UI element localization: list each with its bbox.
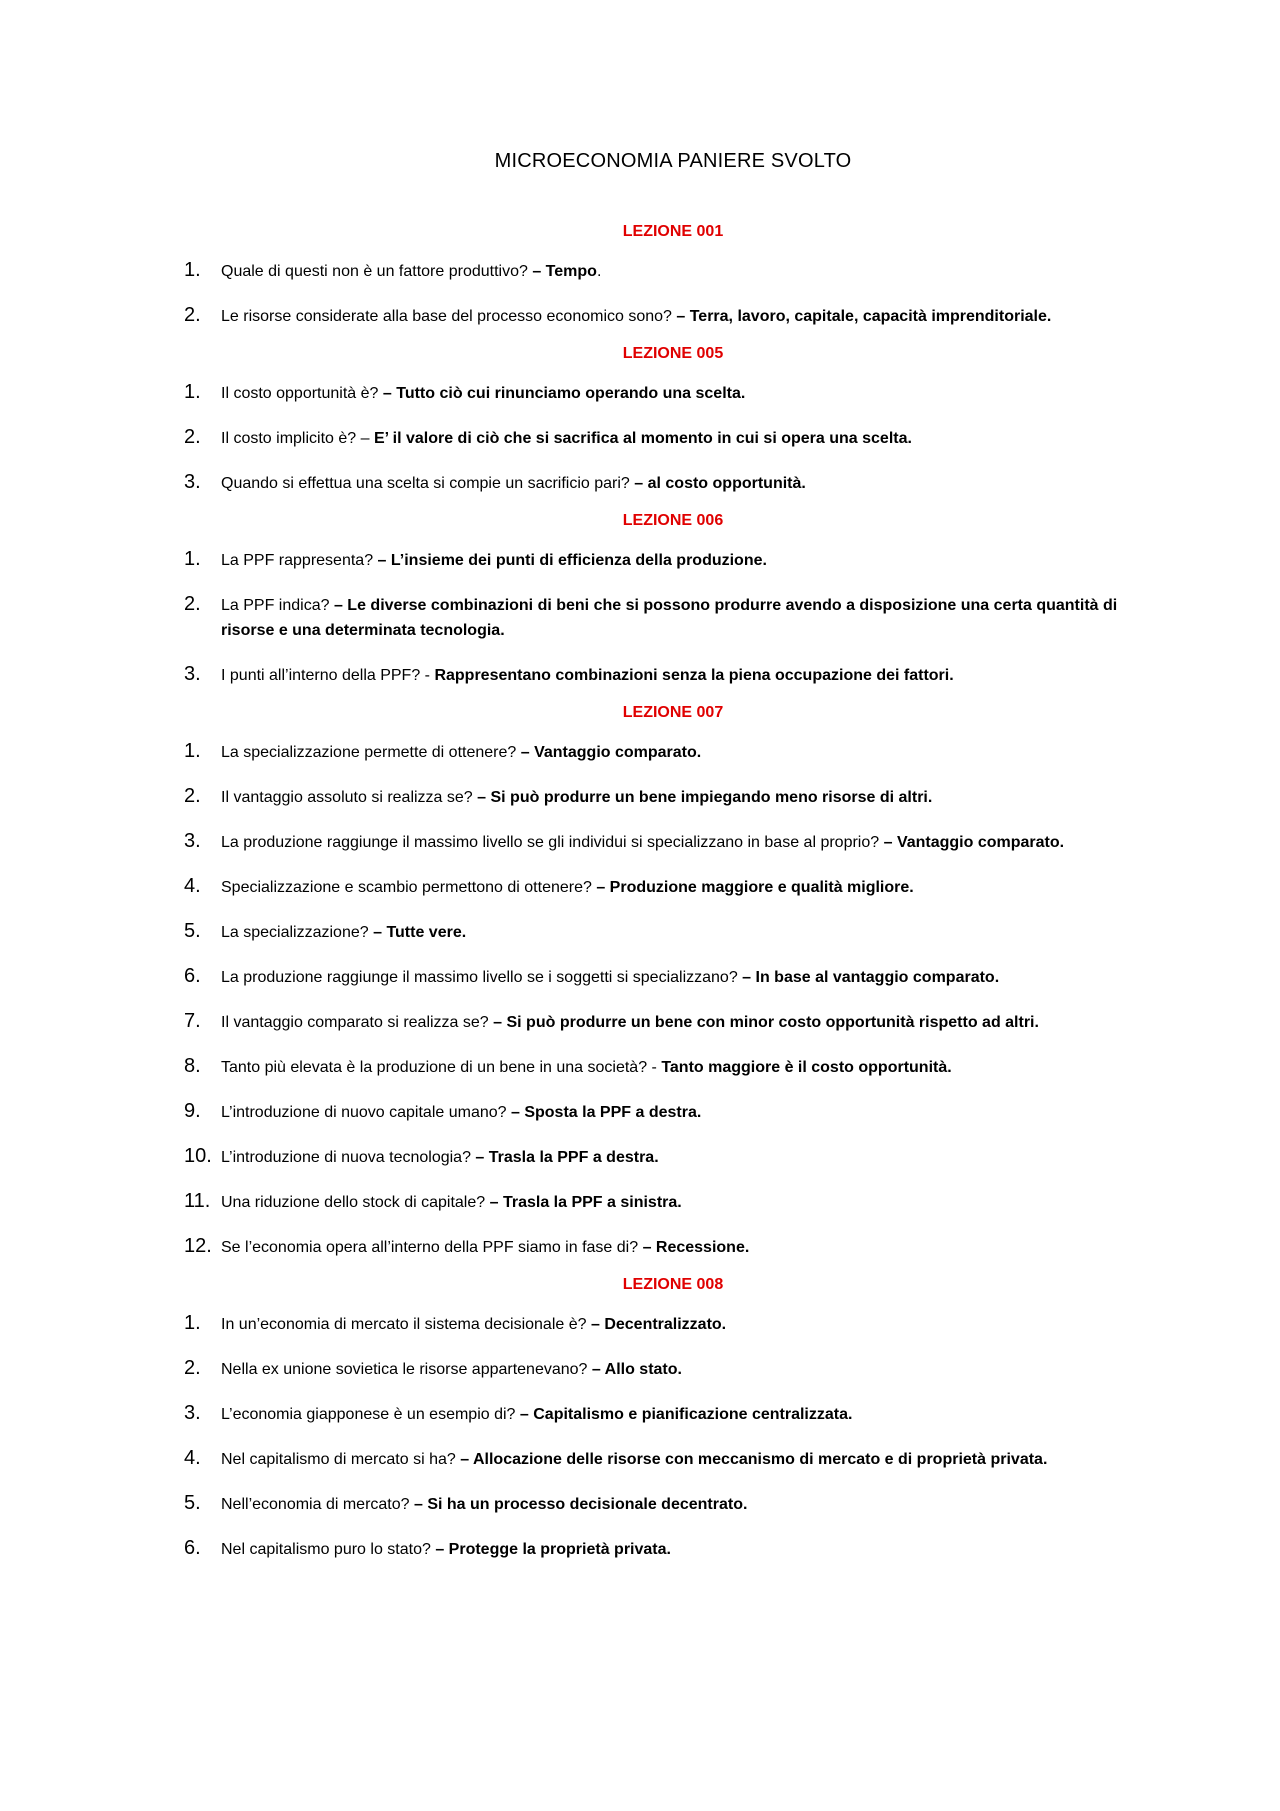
question-number: 7. bbox=[184, 1010, 201, 1032]
question-text: La PPF indica? bbox=[221, 597, 334, 614]
question-text: L’economia giapponese è un esempio di? bbox=[221, 1406, 520, 1423]
question-suffix: . bbox=[596, 263, 602, 280]
question-item bbox=[184, 1145, 1162, 1170]
answer-text: – Si può produrre un bene impiegando meno risorse di altri. bbox=[477, 789, 933, 806]
lesson-header: LEZIONE 005 bbox=[622, 345, 724, 362]
question-number: 1. bbox=[184, 259, 201, 281]
lesson-header: LEZIONE 006 bbox=[622, 512, 724, 529]
question-number: 5. bbox=[184, 920, 201, 942]
question-item bbox=[184, 875, 1162, 900]
question-item bbox=[184, 1537, 1162, 1562]
question-item bbox=[184, 1357, 1162, 1382]
question-item bbox=[184, 1492, 1162, 1517]
question-number: 5. bbox=[184, 1492, 201, 1514]
lesson-header: LEZIONE 001 bbox=[622, 223, 724, 240]
question-text: Una riduzione dello stock di capitale? bbox=[221, 1194, 490, 1211]
question-number: 1. bbox=[184, 740, 201, 762]
question-text: L’introduzione di nuovo capitale umano? bbox=[221, 1104, 511, 1121]
question-number: 6. bbox=[184, 1537, 201, 1559]
answer-text: – Tutto ciò cui rinunciamo operando una scelta. bbox=[382, 385, 746, 402]
question-number: 4. bbox=[184, 1447, 201, 1469]
question-text: Se l’economia opera all’interno della PPF siamo in fase di? bbox=[221, 1239, 643, 1256]
question-item bbox=[184, 965, 1162, 990]
answer-text: – Si può produrre un bene con minor costo opportunità rispetto ad altri. bbox=[493, 1014, 1039, 1031]
question-number: 4. bbox=[184, 875, 201, 897]
question-number: 6. bbox=[184, 965, 201, 987]
question-text: Le risorse considerate alla base del processo economico sono? bbox=[221, 308, 677, 325]
question-item bbox=[184, 548, 1162, 573]
question-item bbox=[184, 1010, 1162, 1035]
question-item bbox=[184, 1055, 1162, 1080]
lesson-section bbox=[184, 512, 1162, 688]
question-text: I punti all’interno della PPF? - bbox=[221, 667, 435, 684]
lesson-section bbox=[184, 345, 1162, 496]
answer-text: Rappresentano combinazioni senza la piena occupazione dei fattori. bbox=[434, 667, 954, 684]
question-item bbox=[184, 1190, 1162, 1215]
lessons-container bbox=[184, 223, 1162, 1562]
question-item bbox=[184, 381, 1162, 406]
question-text: Il vantaggio comparato si realizza se? bbox=[221, 1014, 494, 1031]
question-text: In un’economia di mercato il sistema decisionale è? bbox=[221, 1316, 591, 1333]
question-text: La specializzazione permette di ottenere? bbox=[221, 744, 521, 761]
question-item bbox=[184, 740, 1162, 765]
answer-text: Tanto maggiore è il costo opportunità. bbox=[661, 1059, 952, 1076]
question-number: 3. bbox=[184, 830, 201, 852]
answer-text: – Trasla la PPF a sinistra. bbox=[489, 1194, 682, 1211]
question-list bbox=[184, 259, 1162, 329]
question-text: Quale di questi non è un fattore produttivo? bbox=[221, 263, 533, 280]
answer-text: – Vantaggio comparato. bbox=[520, 744, 702, 761]
question-text: La PPF rappresenta? bbox=[221, 552, 378, 569]
lesson-section bbox=[184, 1276, 1162, 1562]
answer-text: – Vantaggio comparato. bbox=[883, 834, 1065, 851]
question-item bbox=[184, 259, 1162, 284]
question-number: 2. bbox=[184, 593, 201, 615]
question-text: Specializzazione e scambio permettono di ottenere? bbox=[221, 879, 597, 896]
question-text: Il costo implicito è? – bbox=[221, 430, 374, 447]
lesson-header: LEZIONE 007 bbox=[622, 704, 724, 721]
answer-text: – Protegge la proprietà privata. bbox=[435, 1541, 671, 1558]
question-item bbox=[184, 785, 1162, 810]
lesson-section bbox=[184, 704, 1162, 1260]
question-text: Nell’economia di mercato? bbox=[221, 1496, 414, 1513]
question-number: 2. bbox=[184, 304, 201, 326]
question-item bbox=[184, 593, 1162, 643]
question-number: 2. bbox=[184, 1357, 201, 1379]
answer-text: – L’insieme dei punti di efficienza della produzione. bbox=[377, 552, 767, 569]
question-number: 3. bbox=[184, 1402, 201, 1424]
question-text: La specializzazione? bbox=[221, 924, 374, 941]
question-number: 10. bbox=[184, 1145, 212, 1167]
answer-text: – Si ha un processo decisionale decentrato. bbox=[413, 1496, 748, 1513]
question-item bbox=[184, 1312, 1162, 1337]
question-number: 11. bbox=[184, 1190, 211, 1212]
answer-text: – Sposta la PPF a destra. bbox=[510, 1104, 702, 1121]
answer-text: – Terra, lavoro, capitale, capacità imprenditoriale. bbox=[676, 308, 1052, 325]
question-item bbox=[184, 471, 1162, 496]
question-item bbox=[184, 920, 1162, 945]
answer-text: – Trasla la PPF a destra. bbox=[475, 1149, 659, 1166]
question-text: L’introduzione di nuova tecnologia? bbox=[221, 1149, 476, 1166]
question-number: 12. bbox=[184, 1235, 212, 1257]
question-list bbox=[184, 548, 1162, 688]
lesson-section bbox=[184, 223, 1162, 329]
question-text: Il costo opportunità è? bbox=[221, 385, 383, 402]
answer-text: – Produzione maggiore e qualità migliore. bbox=[596, 879, 914, 896]
question-item bbox=[184, 426, 1162, 451]
question-text: Il vantaggio assoluto si realizza se? bbox=[221, 789, 478, 806]
answer-text: – Tutte vere. bbox=[373, 924, 467, 941]
question-number: 2. bbox=[184, 426, 201, 448]
question-number: 1. bbox=[184, 1312, 201, 1334]
answer-text: – Allo stato. bbox=[591, 1361, 682, 1378]
question-item bbox=[184, 1100, 1162, 1125]
answer-text: – In base al vantaggio comparato. bbox=[742, 969, 1000, 986]
question-item bbox=[184, 1447, 1162, 1472]
answer-text: – Allocazione delle risorse con meccanismo di mercato e di proprietà privata. bbox=[460, 1451, 1048, 1468]
answer-text: – al costo opportunità. bbox=[634, 475, 806, 492]
question-text: La produzione raggiunge il massimo livello se i soggetti si specializzano? bbox=[221, 969, 743, 986]
question-number: 2. bbox=[184, 785, 201, 807]
question-text: Nel capitalismo puro lo stato? bbox=[221, 1541, 436, 1558]
question-list bbox=[184, 1312, 1162, 1562]
question-number: 3. bbox=[184, 471, 201, 493]
question-text: Tanto più elevata è la produzione di un bene in una società? - bbox=[221, 1059, 662, 1076]
question-text: Nel capitalismo di mercato si ha? bbox=[221, 1451, 461, 1468]
question-number: 1. bbox=[184, 548, 201, 570]
answer-text: – Tempo bbox=[532, 263, 597, 280]
question-number: 1. bbox=[184, 381, 201, 403]
question-number: 9. bbox=[184, 1100, 201, 1122]
question-number: 3. bbox=[184, 663, 201, 685]
question-list bbox=[184, 381, 1162, 496]
answer-text: – Recessione. bbox=[642, 1239, 750, 1256]
question-item bbox=[184, 1235, 1162, 1260]
question-text: Nella ex unione sovietica le risorse appartenevano? bbox=[221, 1361, 592, 1378]
document-title: MICROECONOMIA PANIERE SVOLTO bbox=[494, 150, 852, 172]
answer-text: – Le diverse combinazioni di beni che si possono produrre avendo a disposizione una certa quantità di risorse e una determinata tecnologia. bbox=[221, 597, 1118, 639]
question-item bbox=[184, 663, 1162, 688]
answer-text: – Capitalismo e pianificazione centralizzata. bbox=[519, 1406, 853, 1423]
answer-text: E’ il valore di ciò che si sacrifica al momento in cui si opera una scelta. bbox=[373, 430, 912, 447]
question-item bbox=[184, 304, 1162, 329]
question-item bbox=[184, 830, 1162, 855]
answer-text: – Decentralizzato. bbox=[590, 1316, 727, 1333]
question-item bbox=[184, 1402, 1162, 1427]
lesson-header: LEZIONE 008 bbox=[622, 1276, 724, 1293]
question-list bbox=[184, 740, 1162, 1260]
question-text: La produzione raggiunge il massimo livello se gli individui si specializzano in base al proprio? bbox=[221, 834, 884, 851]
question-number: 8. bbox=[184, 1055, 201, 1077]
question-text: Quando si effettua una scelta si compie un sacrificio pari? bbox=[221, 475, 635, 492]
